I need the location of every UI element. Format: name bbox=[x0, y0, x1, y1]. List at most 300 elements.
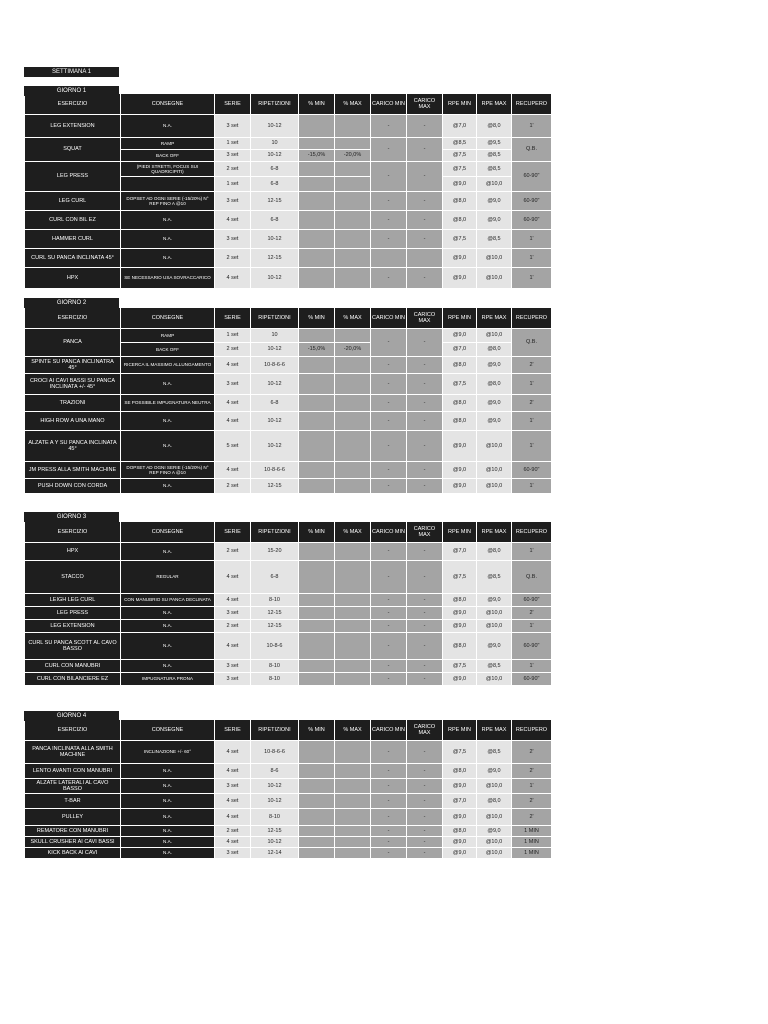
table-row bbox=[25, 764, 551, 778]
rpe-min: @8,5 bbox=[443, 138, 476, 149]
sets: 4 set bbox=[215, 794, 250, 808]
instructions: SE NECESSARIO USA SOVRACCARICO bbox=[121, 268, 214, 288]
load-max: - bbox=[407, 826, 442, 836]
pct-min bbox=[299, 395, 334, 411]
pct-max bbox=[335, 431, 370, 461]
rpe-min: @9,0 bbox=[443, 620, 476, 632]
sets: 4 set bbox=[215, 211, 250, 229]
rest: 2' bbox=[512, 357, 551, 373]
load-max: - bbox=[407, 230, 442, 248]
load-min bbox=[371, 249, 406, 267]
rpe-min: @8,0 bbox=[443, 211, 476, 229]
rpe-min: @9,0 bbox=[443, 779, 476, 793]
pct-max bbox=[335, 479, 370, 493]
instructions: DOPSET AD OGNI SERIE (-15/20%) N° REP FINO A @10 bbox=[121, 462, 214, 478]
load-max: - bbox=[407, 660, 442, 672]
instructions: N.A. bbox=[121, 779, 214, 793]
rest: 1 MIN bbox=[512, 848, 551, 858]
reps: 10-8-6 bbox=[251, 633, 298, 659]
sets: 3 set bbox=[215, 607, 250, 619]
pct-max bbox=[335, 138, 370, 149]
rpe-max: @10,0 bbox=[477, 177, 511, 191]
load-max: - bbox=[407, 607, 442, 619]
header-pct-max: % MAX bbox=[335, 522, 370, 542]
rpe-max: @9,0 bbox=[477, 594, 511, 606]
day-table bbox=[24, 307, 552, 494]
sets: 4 set bbox=[215, 268, 250, 288]
rest: 2' bbox=[512, 809, 551, 825]
header-consegne: CONSEGNE bbox=[121, 522, 214, 542]
header-pct-min: % MIN bbox=[299, 94, 334, 114]
table-row bbox=[25, 620, 551, 632]
load-min: - bbox=[371, 826, 406, 836]
load-max: - bbox=[407, 561, 442, 593]
rpe-min: @8,0 bbox=[443, 357, 476, 373]
instructions: BACK OFF bbox=[121, 150, 214, 161]
table-row bbox=[25, 412, 551, 430]
table-row bbox=[25, 211, 551, 229]
table-row bbox=[25, 673, 551, 685]
header-rpe-min: RPE MIN bbox=[443, 308, 476, 328]
table-row bbox=[25, 249, 551, 267]
exercise-name: LEG PRESS bbox=[25, 162, 120, 191]
rest: 1' bbox=[512, 268, 551, 288]
pct-max bbox=[335, 462, 370, 478]
header-pct-min: % MIN bbox=[299, 522, 334, 542]
pct-max bbox=[335, 607, 370, 619]
header-rpe-max: RPE MAX bbox=[477, 94, 511, 114]
pct-max bbox=[335, 673, 370, 685]
exercise-name: LEG EXTENSION bbox=[25, 620, 120, 632]
pct-max bbox=[335, 395, 370, 411]
load-max: - bbox=[407, 162, 442, 191]
instructions: N.A. bbox=[121, 249, 214, 267]
load-max: - bbox=[407, 479, 442, 493]
pct-min bbox=[299, 826, 334, 836]
exercise-name: ALZATE LATERALI AL CAVO BASSO bbox=[25, 779, 120, 793]
pct-min: -15,0% bbox=[299, 343, 334, 356]
pct-min bbox=[299, 779, 334, 793]
rest: 2' bbox=[512, 764, 551, 778]
pct-max bbox=[335, 412, 370, 430]
rest: 60-90" bbox=[512, 192, 551, 210]
reps: 6-8 bbox=[251, 162, 298, 176]
table-row bbox=[25, 230, 551, 248]
header-recupero: RECUPERO bbox=[512, 522, 551, 542]
rest: Q.B. bbox=[512, 138, 551, 161]
header-rpe-min: RPE MIN bbox=[443, 720, 476, 740]
pct-min bbox=[299, 794, 334, 808]
table-row bbox=[25, 479, 551, 493]
pct-min bbox=[299, 329, 334, 342]
instructions: N.A. bbox=[121, 848, 214, 858]
table-row bbox=[25, 431, 551, 461]
rpe-max: @10,0 bbox=[477, 607, 511, 619]
rest: 2' bbox=[512, 794, 551, 808]
sets: 4 set bbox=[215, 561, 250, 593]
load-min: - bbox=[371, 620, 406, 632]
load-max: - bbox=[407, 268, 442, 288]
table-row bbox=[25, 329, 551, 342]
rpe-max: @9,0 bbox=[477, 211, 511, 229]
sets: 3 set bbox=[215, 192, 250, 210]
reps: 12-14 bbox=[251, 848, 298, 858]
pct-min bbox=[299, 479, 334, 493]
sets: 3 set bbox=[215, 230, 250, 248]
header-rpe-max: RPE MAX bbox=[477, 308, 511, 328]
reps: 10-12 bbox=[251, 412, 298, 430]
pct-max bbox=[335, 374, 370, 394]
rpe-min: @7,5 bbox=[443, 162, 476, 176]
load-max: - bbox=[407, 115, 442, 137]
load-min: - bbox=[371, 837, 406, 847]
load-max: - bbox=[407, 779, 442, 793]
header-pct-min: % MIN bbox=[299, 308, 334, 328]
rpe-max: @10,0 bbox=[477, 809, 511, 825]
load-max: - bbox=[407, 431, 442, 461]
exercise-name: JM PRESS ALLA SMITH MACHINE bbox=[25, 462, 120, 478]
sets: 4 set bbox=[215, 357, 250, 373]
reps: 12-15 bbox=[251, 826, 298, 836]
pct-max bbox=[335, 177, 370, 191]
pct-max bbox=[335, 779, 370, 793]
rest: 60-90" bbox=[512, 633, 551, 659]
rpe-min: @8,0 bbox=[443, 412, 476, 430]
exercise-name: ALZATE A Y SU PANCA INCLINATA 45° bbox=[25, 431, 120, 461]
rpe-max: @10,0 bbox=[477, 837, 511, 847]
exercise-name: CURL SU PANCA SCOTT AL CAVO BASSO bbox=[25, 633, 120, 659]
pct-max bbox=[335, 230, 370, 248]
instructions: CON MANUBRIO SU PANCA DECLINATA bbox=[121, 594, 214, 606]
rest: 60-90" bbox=[512, 162, 551, 191]
header-carico-max: CARICO MAX bbox=[407, 720, 442, 740]
load-max: - bbox=[407, 673, 442, 685]
exercise-name: LEG PRESS bbox=[25, 607, 120, 619]
header-carico-min: CARICO MIN bbox=[371, 522, 406, 542]
sets: 2 set bbox=[215, 543, 250, 560]
rest: 60-90" bbox=[512, 594, 551, 606]
load-min: - bbox=[371, 395, 406, 411]
rpe-max: @8,5 bbox=[477, 660, 511, 672]
rpe-max: @8,5 bbox=[477, 150, 511, 161]
day-label: GIORNO 4 bbox=[24, 711, 119, 721]
header-serie: SERIE bbox=[215, 720, 250, 740]
pct-max bbox=[335, 794, 370, 808]
instructions: N.A. bbox=[121, 607, 214, 619]
instructions bbox=[121, 177, 214, 191]
table-row bbox=[25, 848, 551, 858]
rpe-max: @10,0 bbox=[477, 779, 511, 793]
pct-max bbox=[335, 211, 370, 229]
instructions: BACK OFF bbox=[121, 343, 214, 356]
pct-max bbox=[335, 633, 370, 659]
instructions: N.A. bbox=[121, 431, 214, 461]
reps: 12-15 bbox=[251, 192, 298, 210]
rpe-max: @10,0 bbox=[477, 268, 511, 288]
pct-max bbox=[335, 594, 370, 606]
pct-min bbox=[299, 673, 334, 685]
rpe-max: @10,0 bbox=[477, 848, 511, 858]
instructions: N.A. bbox=[121, 211, 214, 229]
header-pct-max: % MAX bbox=[335, 720, 370, 740]
header-recupero: RECUPERO bbox=[512, 308, 551, 328]
pct-min bbox=[299, 192, 334, 210]
reps: 8-6 bbox=[251, 764, 298, 778]
rest: 1' bbox=[512, 431, 551, 461]
exercise-name: KICK BACK AI CAVI bbox=[25, 848, 120, 858]
rpe-max: @10,0 bbox=[477, 249, 511, 267]
instructions: N.A. bbox=[121, 115, 214, 137]
header-rpe-min: RPE MIN bbox=[443, 94, 476, 114]
day-table bbox=[24, 719, 552, 859]
pct-min bbox=[299, 837, 334, 847]
rest: 1' bbox=[512, 660, 551, 672]
table-row bbox=[25, 192, 551, 210]
pct-min bbox=[299, 462, 334, 478]
sets: 2 set bbox=[215, 249, 250, 267]
rpe-min: @9,0 bbox=[443, 673, 476, 685]
rpe-max: @8,5 bbox=[477, 230, 511, 248]
reps: 10 bbox=[251, 138, 298, 149]
header-ripetizioni: RIPETIZIONI bbox=[251, 308, 298, 328]
table-row bbox=[25, 633, 551, 659]
load-max: - bbox=[407, 329, 442, 356]
rpe-max: @9,0 bbox=[477, 357, 511, 373]
load-min: - bbox=[371, 357, 406, 373]
table-row bbox=[25, 268, 551, 288]
instructions: N.A. bbox=[121, 620, 214, 632]
instructions: N.A. bbox=[121, 794, 214, 808]
table-row bbox=[25, 115, 551, 137]
sets: 1 set bbox=[215, 177, 250, 191]
table-row bbox=[25, 826, 551, 836]
exercise-name: REMATORE CON MANUBRI bbox=[25, 826, 120, 836]
pct-min bbox=[299, 138, 334, 149]
table-row bbox=[25, 543, 551, 560]
rpe-min: @9,0 bbox=[443, 329, 476, 342]
reps: 10-12 bbox=[251, 150, 298, 161]
load-max: - bbox=[407, 138, 442, 161]
header-esercizio: ESERCIZIO bbox=[25, 308, 120, 328]
rpe-min: @7,5 bbox=[443, 741, 476, 763]
instructions: N.A. bbox=[121, 809, 214, 825]
rpe-min: @9,0 bbox=[443, 268, 476, 288]
exercise-name: PANCA bbox=[25, 329, 120, 356]
sets: 1 set bbox=[215, 138, 250, 149]
pct-min bbox=[299, 374, 334, 394]
rest: 60-90" bbox=[512, 673, 551, 685]
header-pct-max: % MAX bbox=[335, 308, 370, 328]
table-row bbox=[25, 809, 551, 825]
pct-min bbox=[299, 268, 334, 288]
pct-min bbox=[299, 607, 334, 619]
table-row bbox=[25, 138, 551, 149]
rest: 1' bbox=[512, 543, 551, 560]
reps: 6-8 bbox=[251, 561, 298, 593]
header-serie: SERIE bbox=[215, 308, 250, 328]
sets: 3 set bbox=[215, 673, 250, 685]
pct-max bbox=[335, 561, 370, 593]
pct-min bbox=[299, 357, 334, 373]
load-max: - bbox=[407, 837, 442, 847]
header-ripetizioni: RIPETIZIONI bbox=[251, 522, 298, 542]
pct-max bbox=[335, 764, 370, 778]
rpe-min: @7,5 bbox=[443, 561, 476, 593]
rpe-max: @8,0 bbox=[477, 115, 511, 137]
reps: 8-10 bbox=[251, 594, 298, 606]
header-row bbox=[25, 720, 551, 740]
rpe-min: @7,5 bbox=[443, 374, 476, 394]
rpe-min: @7,0 bbox=[443, 794, 476, 808]
load-max bbox=[407, 249, 442, 267]
exercise-name: PUSH DOWN CON CORDA bbox=[25, 479, 120, 493]
sets: 4 set bbox=[215, 764, 250, 778]
pct-min bbox=[299, 633, 334, 659]
instructions: SE POSSIBILE IMPUGNATURA NEUTRA bbox=[121, 395, 214, 411]
rpe-min: @9,0 bbox=[443, 607, 476, 619]
instructions: N.A. bbox=[121, 543, 214, 560]
header-carico-max: CARICO MAX bbox=[407, 522, 442, 542]
load-min: - bbox=[371, 192, 406, 210]
header-ripetizioni: RIPETIZIONI bbox=[251, 94, 298, 114]
rpe-max: @9,0 bbox=[477, 826, 511, 836]
header-recupero: RECUPERO bbox=[512, 94, 551, 114]
sets: 3 set bbox=[215, 779, 250, 793]
load-max: - bbox=[407, 794, 442, 808]
sets: 2 set bbox=[215, 479, 250, 493]
rest: 1 MIN bbox=[512, 826, 551, 836]
header-rpe-max: RPE MAX bbox=[477, 720, 511, 740]
reps: 10-8-6-6 bbox=[251, 462, 298, 478]
instructions: N.A. bbox=[121, 837, 214, 847]
rpe-max: @8,0 bbox=[477, 374, 511, 394]
load-max: - bbox=[407, 620, 442, 632]
sets: 4 set bbox=[215, 633, 250, 659]
load-max: - bbox=[407, 809, 442, 825]
day-label: GIORNO 3 bbox=[24, 512, 119, 522]
pct-max bbox=[335, 848, 370, 858]
load-min: - bbox=[371, 741, 406, 763]
rpe-max: @9,0 bbox=[477, 192, 511, 210]
rpe-max: @10,0 bbox=[477, 673, 511, 685]
header-carico-min: CARICO MIN bbox=[371, 94, 406, 114]
rpe-min: @7,5 bbox=[443, 150, 476, 161]
load-min: - bbox=[371, 561, 406, 593]
load-min: - bbox=[371, 230, 406, 248]
instructions: (PIEDI STRETTI, FOCUS SUI QUADRICIPITI) bbox=[121, 162, 214, 176]
load-max: - bbox=[407, 764, 442, 778]
load-min: - bbox=[371, 462, 406, 478]
pct-max bbox=[335, 115, 370, 137]
exercise-name: CURL CON BIL EZ bbox=[25, 211, 120, 229]
load-min: - bbox=[371, 848, 406, 858]
day-table bbox=[24, 521, 552, 686]
load-min: - bbox=[371, 543, 406, 560]
table-row bbox=[25, 660, 551, 672]
reps: 10-12 bbox=[251, 343, 298, 356]
rest: 1' bbox=[512, 374, 551, 394]
load-min: - bbox=[371, 660, 406, 672]
load-max: - bbox=[407, 594, 442, 606]
table-row bbox=[25, 741, 551, 763]
header-esercizio: ESERCIZIO bbox=[25, 522, 120, 542]
rest: 1' bbox=[512, 779, 551, 793]
sets: 4 set bbox=[215, 741, 250, 763]
rest: 1' bbox=[512, 230, 551, 248]
pct-min bbox=[299, 431, 334, 461]
pct-min bbox=[299, 230, 334, 248]
reps: 10-8-6-6 bbox=[251, 741, 298, 763]
sets: 3 set bbox=[215, 115, 250, 137]
header-pct-max: % MAX bbox=[335, 94, 370, 114]
load-min: - bbox=[371, 412, 406, 430]
header-esercizio: ESERCIZIO bbox=[25, 94, 120, 114]
sets: 2 set bbox=[215, 826, 250, 836]
pct-min bbox=[299, 177, 334, 191]
pct-min bbox=[299, 115, 334, 137]
reps: 10-12 bbox=[251, 115, 298, 137]
pct-min bbox=[299, 620, 334, 632]
pct-max bbox=[335, 543, 370, 560]
rpe-max: @9,0 bbox=[477, 764, 511, 778]
pct-max bbox=[335, 620, 370, 632]
pct-min bbox=[299, 162, 334, 176]
rpe-min: @8,0 bbox=[443, 633, 476, 659]
pct-min bbox=[299, 412, 334, 430]
pct-min bbox=[299, 741, 334, 763]
sets: 4 set bbox=[215, 837, 250, 847]
reps: 8-10 bbox=[251, 809, 298, 825]
reps: 10-12 bbox=[251, 779, 298, 793]
rest: Q.B. bbox=[512, 561, 551, 593]
instructions: N.A. bbox=[121, 764, 214, 778]
rest: 1 MIN bbox=[512, 837, 551, 847]
header-consegne: CONSEGNE bbox=[121, 720, 214, 740]
load-min: - bbox=[371, 431, 406, 461]
rpe-max: @9,0 bbox=[477, 395, 511, 411]
pct-max bbox=[335, 329, 370, 342]
pct-min: -15,0% bbox=[299, 150, 334, 161]
sets: 3 set bbox=[215, 848, 250, 858]
rpe-min: @9,0 bbox=[443, 177, 476, 191]
load-min: - bbox=[371, 764, 406, 778]
pct-max bbox=[335, 192, 370, 210]
rpe-min: @8,0 bbox=[443, 192, 476, 210]
sets: 3 set bbox=[215, 374, 250, 394]
rest: Q.B. bbox=[512, 329, 551, 356]
exercise-name: CURL CON BILANCIERE EZ bbox=[25, 673, 120, 685]
rpe-max: @8,5 bbox=[477, 561, 511, 593]
load-min: - bbox=[371, 594, 406, 606]
rest: 60-90" bbox=[512, 462, 551, 478]
pct-min bbox=[299, 848, 334, 858]
reps: 10-8-6-6 bbox=[251, 357, 298, 373]
rest: 2' bbox=[512, 607, 551, 619]
reps: 12-15 bbox=[251, 620, 298, 632]
rpe-min: @9,0 bbox=[443, 462, 476, 478]
instructions: N.A. bbox=[121, 826, 214, 836]
rpe-min: @7,0 bbox=[443, 543, 476, 560]
header-serie: SERIE bbox=[215, 522, 250, 542]
rpe-max: @8,0 bbox=[477, 794, 511, 808]
header-rpe-max: RPE MAX bbox=[477, 522, 511, 542]
exercise-name: STACCO bbox=[25, 561, 120, 593]
exercise-name: HPX bbox=[25, 268, 120, 288]
rpe-max: @9,0 bbox=[477, 412, 511, 430]
sets: 4 set bbox=[215, 462, 250, 478]
pct-max bbox=[335, 837, 370, 847]
rpe-max: @9,5 bbox=[477, 138, 511, 149]
